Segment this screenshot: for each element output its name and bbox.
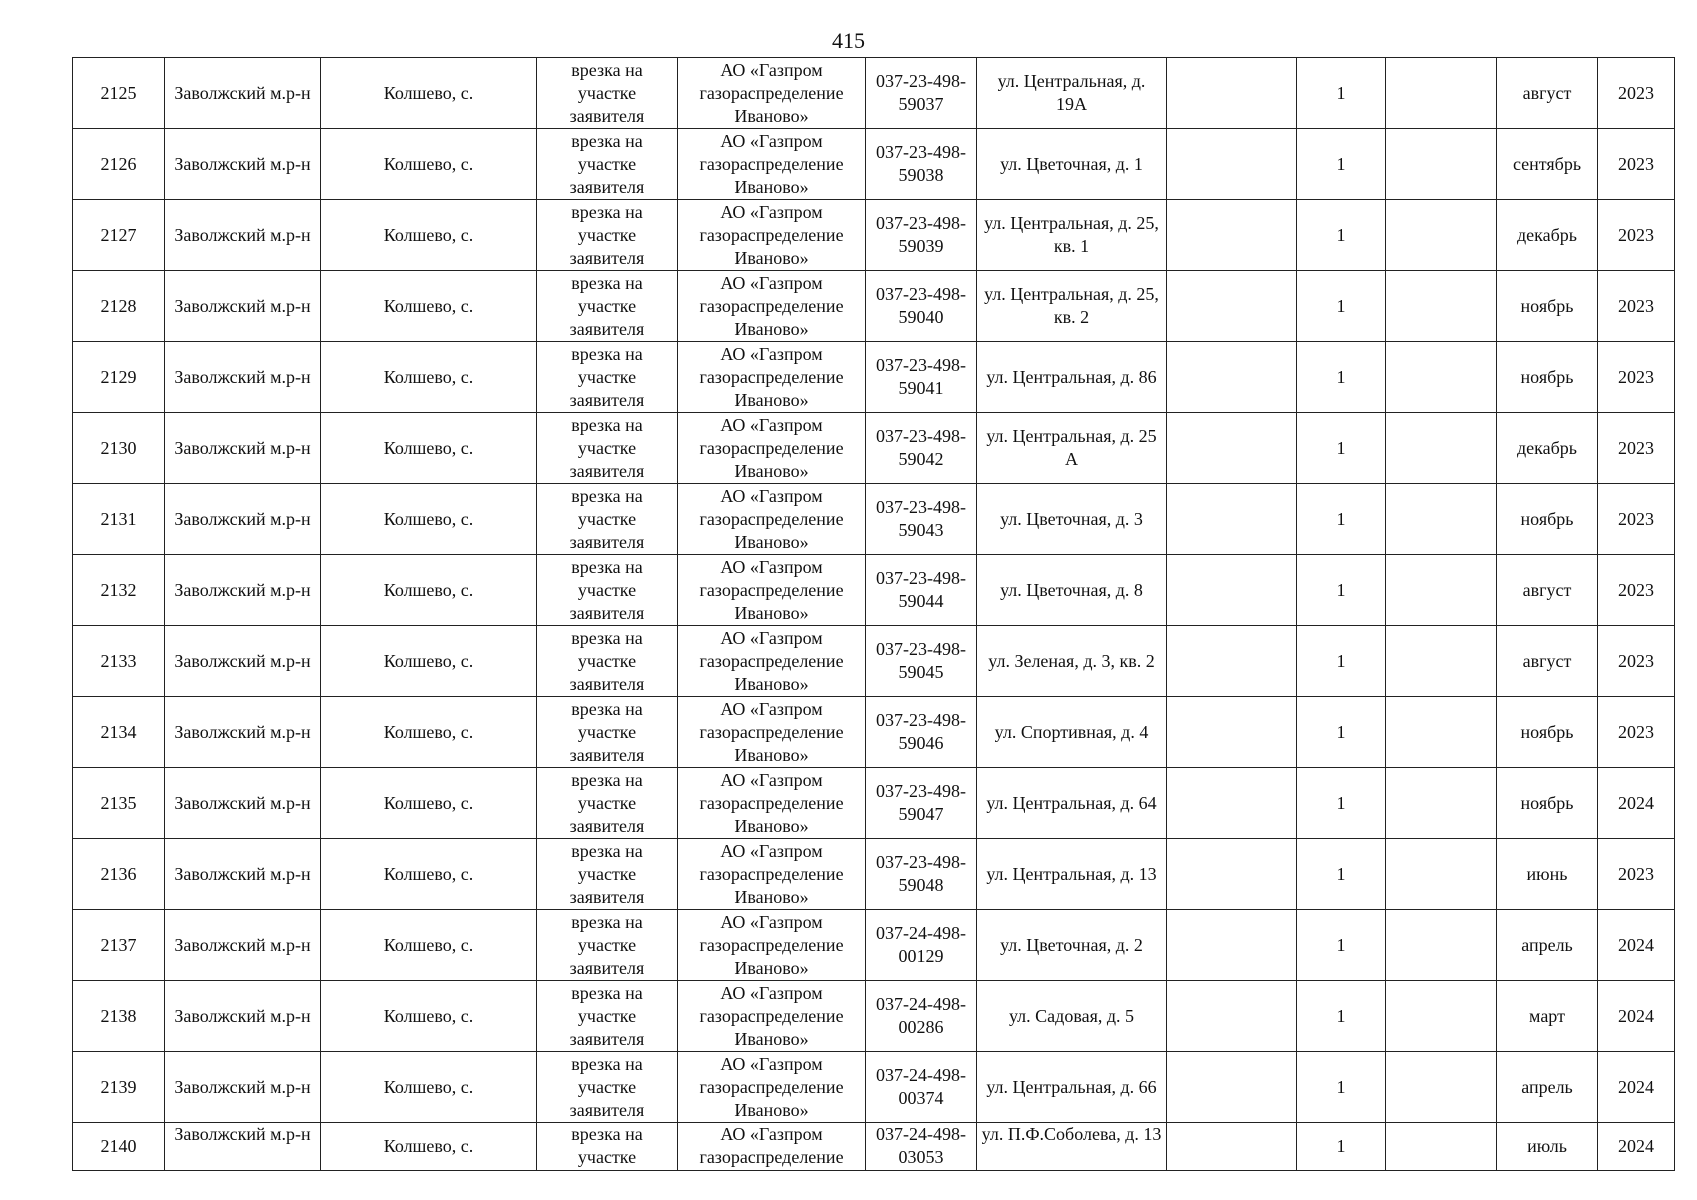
address-cell: ул. Цветочная, д. 8 (977, 555, 1167, 626)
table-row (73, 910, 1675, 981)
contract-cell: 037-24-498-00286 (866, 981, 977, 1052)
contract-cell: 037-23-498-59045 (866, 626, 977, 697)
month-cell: сентябрь (1497, 129, 1598, 200)
quantity-cell: 1 (1297, 413, 1386, 484)
district-cell: Заволжский м.р-н (165, 768, 321, 839)
address-cell: ул. Цветочная, д. 2 (977, 910, 1167, 981)
organization-cell: АО «Газпром газораспределение Иваново» (678, 910, 866, 981)
district-cell: Заволжский м.р-н (165, 271, 321, 342)
settlement-cell: Колшево, с. (321, 200, 537, 271)
empty-cell (1167, 981, 1297, 1052)
address-cell: ул. Центральная, д. 19А (977, 58, 1167, 129)
empty-cell (1386, 58, 1497, 129)
address-cell: ул. Центральная, д. 66 (977, 1052, 1167, 1123)
row-number-cell: 2129 (73, 342, 165, 413)
district-cell: Заволжский м.р-н (165, 839, 321, 910)
method-cell: врезка на участке заявителя (537, 58, 678, 129)
table-row (73, 484, 1675, 555)
quantity-cell: 1 (1297, 555, 1386, 626)
organization-cell: АО «Газпром газораспределение Иваново» (678, 697, 866, 768)
contract-cell: 037-23-498-59043 (866, 484, 977, 555)
table-row (73, 58, 1675, 129)
organization-cell: АО «Газпром газораспределение Иваново» (678, 271, 866, 342)
empty-cell (1167, 910, 1297, 981)
contract-cell: 037-23-498-59040 (866, 271, 977, 342)
contract-cell: 037-23-498-59046 (866, 697, 977, 768)
empty-cell (1167, 200, 1297, 271)
district-cell: Заволжский м.р-н (165, 342, 321, 413)
empty-cell (1167, 626, 1297, 697)
empty-cell (1386, 910, 1497, 981)
method-cell: врезка на участке заявителя (537, 484, 678, 555)
organization-cell: АО «Газпром газораспределение Иваново» (678, 413, 866, 484)
year-cell: 2024 (1598, 1052, 1675, 1123)
address-cell: ул. Центральная, д. 86 (977, 342, 1167, 413)
table-row (73, 271, 1675, 342)
method-cell: врезка на участке заявителя (537, 839, 678, 910)
row-number-cell: 2125 (73, 58, 165, 129)
month-cell: август (1497, 626, 1598, 697)
organization-cell: АО «Газпром газораспределение Иваново» (678, 981, 866, 1052)
year-cell: 2023 (1598, 129, 1675, 200)
month-cell: август (1497, 555, 1598, 626)
table-row (73, 1052, 1675, 1123)
year-cell: 2023 (1598, 626, 1675, 697)
quantity-cell: 1 (1297, 58, 1386, 129)
settlement-cell: Колшево, с. (321, 129, 537, 200)
settlement-cell: Колшево, с. (321, 697, 537, 768)
address-cell: ул. П.Ф.Соболева, д. 13 (977, 1123, 1167, 1171)
method-cell: врезка на участке заявителя (537, 271, 678, 342)
organization-cell: АО «Газпром газораспределение Иваново» (678, 484, 866, 555)
empty-cell (1386, 555, 1497, 626)
organization-cell: АО «Газпром газораспределение (678, 1123, 866, 1171)
quantity-cell: 1 (1297, 342, 1386, 413)
district-cell: Заволжский м.р-н (165, 129, 321, 200)
quantity-cell: 1 (1297, 129, 1386, 200)
quantity-cell: 1 (1297, 697, 1386, 768)
organization-cell: АО «Газпром газораспределение Иваново» (678, 1052, 866, 1123)
method-cell: врезка на участке заявителя (537, 768, 678, 839)
month-cell: апрель (1497, 910, 1598, 981)
empty-cell (1386, 413, 1497, 484)
page-number: 415 (832, 28, 865, 53)
address-cell: ул. Центральная, д. 25 А (977, 413, 1167, 484)
row-number-cell: 2126 (73, 129, 165, 200)
address-cell: ул. Цветочная, д. 3 (977, 484, 1167, 555)
empty-cell (1167, 1052, 1297, 1123)
contract-cell: 037-24-498-03053 (866, 1123, 977, 1171)
method-cell: врезка на участке заявителя (537, 555, 678, 626)
empty-cell (1386, 1123, 1497, 1171)
month-cell: декабрь (1497, 200, 1598, 271)
address-cell: ул. Центральная, д. 13 (977, 839, 1167, 910)
settlement-cell: Колшево, с. (321, 839, 537, 910)
quantity-cell: 1 (1297, 200, 1386, 271)
method-cell: врезка на участке заявителя (537, 200, 678, 271)
empty-cell (1167, 58, 1297, 129)
row-number-cell: 2131 (73, 484, 165, 555)
contract-cell: 037-23-498-59042 (866, 413, 977, 484)
quantity-cell: 1 (1297, 1052, 1386, 1123)
address-cell: ул. Центральная, д. 64 (977, 768, 1167, 839)
year-cell: 2023 (1598, 697, 1675, 768)
address-cell: ул. Спортивная, д. 4 (977, 697, 1167, 768)
settlement-cell: Колшево, с. (321, 484, 537, 555)
organization-cell: АО «Газпром газораспределение Иваново» (678, 626, 866, 697)
quantity-cell: 1 (1297, 981, 1386, 1052)
settlement-cell: Колшево, с. (321, 1052, 537, 1123)
empty-cell (1386, 271, 1497, 342)
quantity-cell: 1 (1297, 768, 1386, 839)
address-cell: ул. Зеленая, д. 3, кв. 2 (977, 626, 1167, 697)
empty-cell (1167, 271, 1297, 342)
empty-cell (1167, 768, 1297, 839)
organization-cell: АО «Газпром газораспределение Иваново» (678, 129, 866, 200)
empty-cell (1167, 342, 1297, 413)
district-cell: Заволжский м.р-н (165, 981, 321, 1052)
table-row (73, 342, 1675, 413)
month-cell: ноябрь (1497, 768, 1598, 839)
quantity-cell: 1 (1297, 910, 1386, 981)
table-row (73, 1123, 1675, 1171)
row-number-cell: 2134 (73, 697, 165, 768)
table-row (73, 768, 1675, 839)
table-row (73, 200, 1675, 271)
empty-cell (1386, 200, 1497, 271)
method-cell: врезка на участке заявителя (537, 342, 678, 413)
address-cell: ул. Садовая, д. 5 (977, 981, 1167, 1052)
settlement-cell: Колшево, с. (321, 413, 537, 484)
district-cell: Заволжский м.р-н (165, 484, 321, 555)
row-number-cell: 2135 (73, 768, 165, 839)
organization-cell: АО «Газпром газораспределение Иваново» (678, 200, 866, 271)
organization-cell: АО «Газпром газораспределение Иваново» (678, 839, 866, 910)
method-cell: врезка на участке заявителя (537, 697, 678, 768)
settlement-cell: Колшево, с. (321, 342, 537, 413)
empty-cell (1167, 129, 1297, 200)
table-row (73, 413, 1675, 484)
table-body (73, 58, 1675, 1171)
organization-cell: АО «Газпром газораспределение Иваново» (678, 58, 866, 129)
method-cell: врезка на участке заявителя (537, 1052, 678, 1123)
month-cell: ноябрь (1497, 484, 1598, 555)
address-cell: ул. Центральная, д. 25, кв. 1 (977, 200, 1167, 271)
month-cell: ноябрь (1497, 697, 1598, 768)
year-cell: 2023 (1598, 413, 1675, 484)
month-cell: август (1497, 58, 1598, 129)
month-cell: ноябрь (1497, 271, 1598, 342)
method-cell: врезка на участке заявителя (537, 129, 678, 200)
year-cell: 2023 (1598, 555, 1675, 626)
month-cell: июнь (1497, 839, 1598, 910)
district-cell: Заволжский м.р-н (165, 697, 321, 768)
settlement-cell: Колшево, с. (321, 271, 537, 342)
table-row (73, 626, 1675, 697)
method-cell: врезка на участке заявителя (537, 413, 678, 484)
year-cell: 2023 (1598, 342, 1675, 413)
table-row (73, 697, 1675, 768)
row-number-cell: 2128 (73, 271, 165, 342)
quantity-cell: 1 (1297, 271, 1386, 342)
row-number-cell: 2130 (73, 413, 165, 484)
empty-cell (1167, 555, 1297, 626)
empty-cell (1167, 484, 1297, 555)
settlement-cell: Колшево, с. (321, 626, 537, 697)
year-cell: 2024 (1598, 910, 1675, 981)
contract-cell: 037-23-498-59038 (866, 129, 977, 200)
district-cell: Заволжский м.р-н (165, 58, 321, 129)
empty-cell (1386, 697, 1497, 768)
table-row (73, 555, 1675, 626)
contract-cell: 037-24-498-00374 (866, 1052, 977, 1123)
quantity-cell: 1 (1297, 839, 1386, 910)
row-number-cell: 2139 (73, 1052, 165, 1123)
district-cell: Заволжский м.р-н (165, 910, 321, 981)
month-cell: ноябрь (1497, 342, 1598, 413)
organization-cell: АО «Газпром газораспределение Иваново» (678, 768, 866, 839)
method-cell: врезка на участке заявителя (537, 981, 678, 1052)
contract-cell: 037-24-498-00129 (866, 910, 977, 981)
table-row (73, 129, 1675, 200)
empty-cell (1167, 697, 1297, 768)
district-cell: Заволжский м.р-н (165, 555, 321, 626)
district-cell: Заволжский м.р-н (165, 413, 321, 484)
registry-table (72, 57, 1675, 1171)
contract-cell: 037-23-498-59037 (866, 58, 977, 129)
district-cell: Заволжский м.р-н (165, 200, 321, 271)
address-cell: ул. Центральная, д. 25, кв. 2 (977, 271, 1167, 342)
year-cell: 2024 (1598, 1123, 1675, 1171)
organization-cell: АО «Газпром газораспределение Иваново» (678, 342, 866, 413)
empty-cell (1386, 981, 1497, 1052)
empty-cell (1386, 484, 1497, 555)
row-number-cell: 2140 (73, 1123, 165, 1171)
row-number-cell: 2133 (73, 626, 165, 697)
quantity-cell: 1 (1297, 1123, 1386, 1171)
year-cell: 2024 (1598, 768, 1675, 839)
contract-cell: 037-23-498-59048 (866, 839, 977, 910)
empty-cell (1167, 413, 1297, 484)
settlement-cell: Колшево, с. (321, 910, 537, 981)
quantity-cell: 1 (1297, 626, 1386, 697)
year-cell: 2023 (1598, 58, 1675, 129)
contract-cell: 037-23-498-59047 (866, 768, 977, 839)
settlement-cell: Колшево, с. (321, 981, 537, 1052)
contract-cell: 037-23-498-59044 (866, 555, 977, 626)
table-row (73, 981, 1675, 1052)
address-cell: ул. Цветочная, д. 1 (977, 129, 1167, 200)
settlement-cell: Колшево, с. (321, 768, 537, 839)
month-cell: декабрь (1497, 413, 1598, 484)
empty-cell (1167, 839, 1297, 910)
settlement-cell: Колшево, с. (321, 58, 537, 129)
month-cell: март (1497, 981, 1598, 1052)
row-number-cell: 2138 (73, 981, 165, 1052)
month-cell: апрель (1497, 1052, 1598, 1123)
empty-cell (1167, 1123, 1297, 1171)
empty-cell (1386, 768, 1497, 839)
row-number-cell: 2127 (73, 200, 165, 271)
method-cell: врезка на участке заявителя (537, 910, 678, 981)
year-cell: 2024 (1598, 981, 1675, 1052)
quantity-cell: 1 (1297, 484, 1386, 555)
empty-cell (1386, 129, 1497, 200)
contract-cell: 037-23-498-59039 (866, 200, 977, 271)
year-cell: 2023 (1598, 484, 1675, 555)
contract-cell: 037-23-498-59041 (866, 342, 977, 413)
method-cell: врезка на участке заявителя (537, 626, 678, 697)
district-cell: Заволжский м.р-н (165, 626, 321, 697)
empty-cell (1386, 1052, 1497, 1123)
month-cell: июль (1497, 1123, 1598, 1171)
year-cell: 2023 (1598, 839, 1675, 910)
empty-cell (1386, 839, 1497, 910)
organization-cell: АО «Газпром газораспределение Иваново» (678, 555, 866, 626)
year-cell: 2023 (1598, 200, 1675, 271)
empty-cell (1386, 626, 1497, 697)
row-number-cell: 2132 (73, 555, 165, 626)
method-cell: врезка на участке (537, 1123, 678, 1171)
table-row (73, 839, 1675, 910)
row-number-cell: 2137 (73, 910, 165, 981)
settlement-cell: Колшево, с. (321, 555, 537, 626)
settlement-cell: Колшево, с. (321, 1123, 537, 1171)
year-cell: 2023 (1598, 271, 1675, 342)
district-cell: Заволжский м.р-н (165, 1123, 321, 1171)
row-number-cell: 2136 (73, 839, 165, 910)
empty-cell (1386, 342, 1497, 413)
district-cell: Заволжский м.р-н (165, 1052, 321, 1123)
